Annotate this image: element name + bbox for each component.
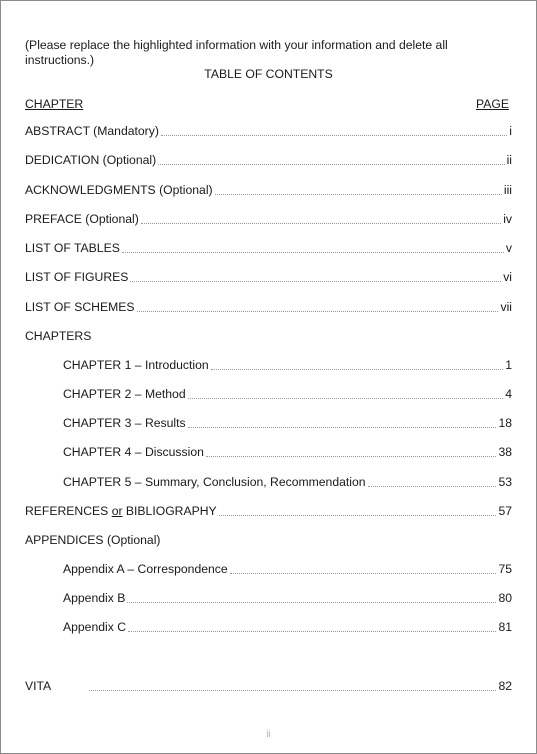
dot-leader xyxy=(230,573,497,574)
toc-entry-page: 82 xyxy=(498,679,512,693)
dot-leader xyxy=(137,311,499,312)
toc-entry-label: CHAPTER 1 – Introduction xyxy=(63,358,209,372)
toc-entry-page: 81 xyxy=(498,620,512,634)
toc-entry-list-of-tables xyxy=(25,241,512,256)
references-label-post: BIBLIOGRAPHY xyxy=(122,504,217,518)
toc-entry-page: v xyxy=(505,241,512,255)
toc-entry-label: CHAPTER 5 – Summary, Conclusion, Recommendation xyxy=(63,475,366,489)
dot-leader xyxy=(368,486,497,487)
toc-entry-label: ACKNOWLEDGMENTS (Optional) xyxy=(25,183,213,197)
dot-leader xyxy=(141,223,501,224)
toc-entry-vita xyxy=(25,679,512,694)
toc-entry-appendix-c xyxy=(63,620,512,635)
toc-entry-list-of-figures xyxy=(25,270,512,285)
toc-entry-label: PREFACE (Optional) xyxy=(25,212,139,226)
toc-entry-label: ABSTRACT (Mandatory) xyxy=(25,124,159,138)
chapter-column-header: CHAPTER xyxy=(25,97,84,111)
dot-leader xyxy=(127,602,496,603)
dot-leader xyxy=(188,427,497,428)
dot-leader xyxy=(215,194,502,195)
toc-entry-references xyxy=(25,504,512,519)
toc-entry-page: iv xyxy=(503,212,512,226)
toc-entry-chapter-3 xyxy=(63,416,512,431)
toc-entry-label: LIST OF FIGURES xyxy=(25,270,129,284)
toc-entry-page: 53 xyxy=(498,475,512,489)
dot-leader xyxy=(130,281,501,282)
toc-entry-page: 80 xyxy=(498,591,512,605)
dot-leader xyxy=(211,369,504,370)
toc-entry-page: 57 xyxy=(498,504,512,518)
toc-entry-label: CHAPTER 4 – Discussion xyxy=(63,445,204,459)
toc-entry-label: CHAPTER 2 – Method xyxy=(63,387,186,401)
toc-entry-label: Appendix B xyxy=(63,591,126,605)
dot-leader xyxy=(206,456,497,457)
toc-entry-page: 18 xyxy=(498,416,512,430)
toc-entry-appendix-b xyxy=(63,591,512,606)
dot-leader xyxy=(89,690,496,691)
toc-entry-chapter-5 xyxy=(63,475,512,490)
dot-leader xyxy=(122,252,504,253)
dot-leader xyxy=(188,398,504,399)
toc-entry-label: LIST OF SCHEMES xyxy=(25,300,135,314)
toc-entry-acknowledgments xyxy=(25,183,512,198)
references-label-pre: REFERENCES xyxy=(25,504,112,518)
toc-entry-label: Appendix A – Correspondence xyxy=(63,562,228,576)
toc-entry-page: 1 xyxy=(505,358,512,372)
toc-entry-page: 4 xyxy=(505,387,512,401)
toc-entry-chapter-1 xyxy=(63,358,512,373)
toc-entry-abstract xyxy=(25,124,512,139)
toc-entry-appendix-a xyxy=(63,562,512,577)
toc-entry-label: LIST OF TABLES xyxy=(25,241,120,255)
instructions-text: (Please replace the highlighted information with your information and delete all instructions.) xyxy=(25,38,448,67)
toc-entry-label: VITA xyxy=(25,679,52,693)
toc-entry-page: vi xyxy=(503,270,512,284)
toc-entry-label: CHAPTER 3 – Results xyxy=(63,416,186,430)
toc-entry-chapter-4 xyxy=(63,445,512,460)
dot-leader xyxy=(158,164,504,165)
toc-entry-label: DEDICATION (Optional) xyxy=(25,153,157,167)
toc-entry-page: vii xyxy=(500,300,512,314)
appendices-heading: APPENDICES (Optional) xyxy=(25,533,161,547)
chapters-heading: CHAPTERS xyxy=(25,329,92,343)
toc-entry-dedication xyxy=(25,153,512,168)
dot-leader xyxy=(161,135,507,136)
toc-entry-label: Appendix C xyxy=(63,620,127,634)
page-column-header: PAGE xyxy=(476,97,509,111)
toc-entry-page: 38 xyxy=(498,445,512,459)
toc-title: TABLE OF CONTENTS xyxy=(204,67,333,81)
toc-entry-chapter-2 xyxy=(63,387,512,402)
toc-entry-list-of-schemes xyxy=(25,300,512,315)
references-label-or: or xyxy=(111,504,123,518)
page-footer-number: ii xyxy=(266,729,271,740)
toc-entry-page: i xyxy=(509,124,512,138)
toc-entry-page: ii xyxy=(506,153,512,167)
dot-leader xyxy=(219,515,497,516)
toc-entry-label xyxy=(25,504,217,519)
toc-entry-page: iii xyxy=(503,183,512,197)
dot-leader xyxy=(128,631,496,632)
toc-entry-preface xyxy=(25,212,512,227)
toc-entry-page: 75 xyxy=(498,562,512,576)
